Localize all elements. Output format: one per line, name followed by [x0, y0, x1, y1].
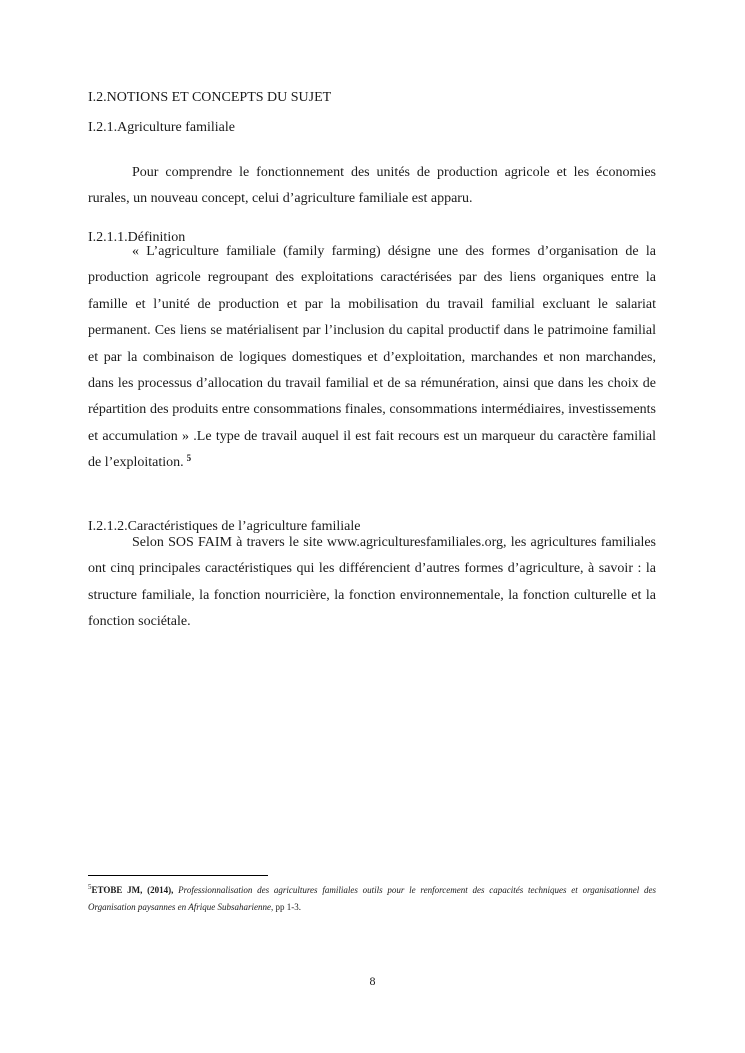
definition-paragraph — [88, 239, 656, 477]
footnote-reference: 5 — [186, 452, 192, 463]
footnote — [88, 882, 656, 916]
subsection-title-caracteristiques: I.2.1.2.Caractéristiques de l’agriculture familiale — [88, 519, 361, 534]
subsection-title-definition: I.2.1.1.Définition — [88, 230, 186, 245]
page-number: 8 — [369, 974, 376, 988]
footnote-number: 5 — [88, 883, 92, 891]
section-title: I.2.NOTIONS ET CONCEPTS DU SUJET — [88, 90, 332, 105]
caracteristiques-text: Selon SOS FAIM à travers le site www.agriculturesfamiliales.org, les agricultures familiales ont cinq principales caractéristiques qui les différencient d’autres formes d’agriculture, à savoir : la structure familiale, la fonction nourricière, la fonction environnementale, la fonction culturelle et la fonction sociétale. — [88, 535, 656, 630]
subsection-title-agriculture-familiale: I.2.1.Agriculture familiale — [88, 120, 235, 135]
intro-paragraph — [88, 160, 656, 213]
definition-text: « L’agriculture familiale (family farming) désigne une des formes d’organisation de la production agricole regroupant des exploitations caractérisées par des liens organiques entre la famille et l’unité de production et par la mobilisation du travail familial excluant le salariat permanent. Ces liens se matérialisent par l’inclusion du capital productif dans le patrimoine familial et par la combinaison de logiques domestiques et d’exploitation, marchandes et non marchandes, dans les processus d’allocation du travail familial et de sa rémunération, ainsi que dans les choix de répartition des produits entre consommations finales, consommations intermédiaires, investissements et accumulation » .Le type de travail auquel il est fait recours est un marqueur du caractère familial de l’exploitation. — [88, 244, 656, 471]
footnote-title: Professionnalisation des agricultures familiales outils pour le renforcement des capacités techniques et organisationnel des Organisation paysannes en Afrique Subsaharienne — [88, 885, 657, 912]
caracteristiques-paragraph — [88, 530, 656, 636]
intro-text: Pour comprendre le fonctionnement des unités de production agricole et les économies rurales, un nouveau concept, celui d’agriculture familiale est apparu. — [88, 165, 656, 207]
footnote-author: ETOBE JM, (2014), — [91, 885, 174, 895]
footnote-separator — [88, 875, 268, 876]
footnote-pages: , pp 1-3. — [271, 902, 301, 912]
